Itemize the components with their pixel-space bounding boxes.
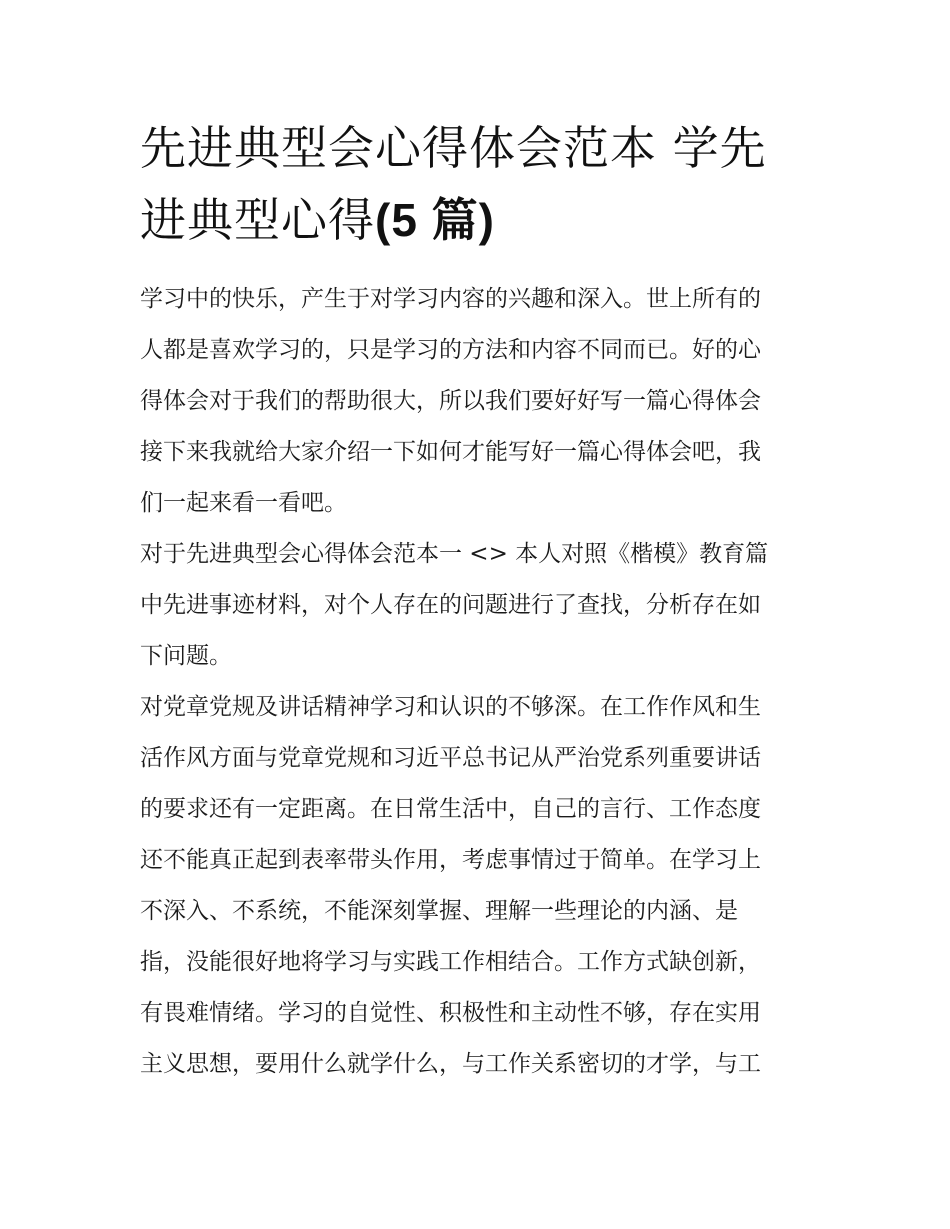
paragraph-line: 得体会对于我们的帮助很大，所以我们要好好写一篇心得体会 bbox=[140, 388, 761, 414]
paragraph-line: 学习中的快乐，产生于对学习内容的兴趣和深入。世上所有的 bbox=[140, 286, 761, 312]
title-line-1: 先进典型会心得体会范本 学先 bbox=[140, 121, 767, 175]
paragraph-line: 对党章党规及讲话精神学习和认识的不够深。在工作作风和生 bbox=[140, 694, 761, 720]
title-line-2-text: 进典型心得 bbox=[140, 193, 375, 247]
paragraph-line: 主义思想，要用什么就学什么，与工作关系密切的才学，与工 bbox=[140, 1051, 761, 1077]
paragraph-line: 指，没能很好地将学习与实践工作相结合。工作方式缺创新， bbox=[140, 949, 761, 975]
paragraph-line: 的要求还有一定距离。在日常生活中，自己的言行、工作态度 bbox=[140, 796, 761, 822]
title-count: (5 篇) bbox=[375, 194, 495, 246]
paragraph-problems bbox=[140, 682, 820, 1090]
paragraph-line: 对于先进典型会心得体会范本一 <> 本人对照《楷模》教育篇 bbox=[140, 541, 769, 567]
paragraph-line: 们一起来看一看吧。 bbox=[140, 490, 347, 516]
paragraph-line: 接下来我就给大家介绍一下如何才能写好一篇心得体会吧，我 bbox=[140, 439, 761, 465]
document-title bbox=[140, 112, 820, 256]
paragraph-line: 下问题。 bbox=[140, 643, 232, 669]
paragraph-line: 有畏难情绪。学习的自觉性、积极性和主动性不够，存在实用 bbox=[140, 1000, 761, 1026]
paragraph-line: 不深入、不系统，不能深刻掌握、理解一些理论的内涵、是 bbox=[140, 898, 738, 924]
paragraph-line: 还不能真正起到表率带头作用，考虑事情过于简单。在学习上 bbox=[140, 847, 761, 873]
document-content bbox=[140, 112, 820, 1090]
paragraph-line: 活作风方面与党章党规和习近平总书记从严治党系列重要讲话 bbox=[140, 745, 761, 771]
paragraph-sample-one bbox=[140, 529, 820, 682]
title-line-2 bbox=[140, 184, 820, 256]
paragraph-intro bbox=[140, 274, 820, 529]
paragraph-line: 中先进事迹材料，对个人存在的问题进行了查找，分析存在如 bbox=[140, 592, 761, 618]
paragraph-line: 人都是喜欢学习的，只是学习的方法和内容不同而已。好的心 bbox=[140, 337, 761, 363]
